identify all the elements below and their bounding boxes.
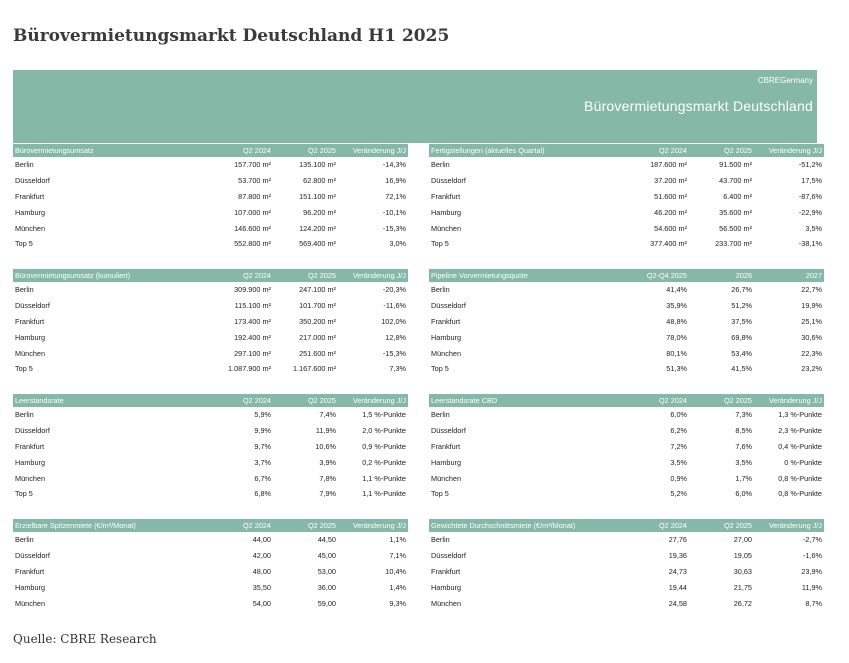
- row-label: Frankfurt: [431, 441, 461, 451]
- table-cell: 297.100 m²: [234, 348, 271, 358]
- row-label: Berlin: [431, 410, 450, 420]
- table-cell: 30,6%: [801, 332, 822, 342]
- table-cell: 569.400 m²: [299, 239, 336, 249]
- row-label: Düsseldorf: [431, 426, 466, 436]
- table-cell: 7,6%: [735, 441, 752, 451]
- table-cell: 42,00: [252, 551, 271, 561]
- column-header: Veränderung J/J: [352, 521, 406, 530]
- column-header: Q2 2025: [724, 521, 752, 530]
- column-header: Veränderung J/J: [352, 396, 406, 405]
- table-cell: 19,9%: [801, 301, 822, 311]
- table-cell: 192.400 m²: [234, 332, 271, 342]
- table-cell: 157.700 m²: [234, 160, 271, 170]
- table-row: [13, 282, 408, 298]
- table-cell: 217.000 m²: [299, 332, 336, 342]
- table-row: [13, 298, 408, 314]
- table-vorvermietungsquote: [429, 269, 824, 377]
- table-cell: -1,6%: [802, 551, 822, 561]
- table-cell: 1.087.900 m²: [228, 364, 271, 374]
- table-cell: 19,36: [668, 551, 687, 561]
- table-row: [13, 314, 408, 330]
- table-cell: 6,0%: [735, 489, 752, 499]
- table-cell: 173.400 m²: [234, 316, 271, 326]
- table-cell: -2,7%: [802, 535, 822, 545]
- table-header: [13, 519, 408, 532]
- table-row: [13, 595, 408, 611]
- row-label: Berlin: [431, 285, 450, 295]
- row-label: Hamburg: [15, 582, 46, 592]
- row-label: Hamburg: [15, 207, 46, 217]
- table-vermietungsumsatz: [13, 144, 408, 252]
- table-cell: 7,2%: [670, 441, 687, 451]
- table-cell: 44,00: [252, 535, 271, 545]
- row-label: Düsseldorf: [15, 426, 50, 436]
- column-header: Gewichtete Durchschnittsmiete (€/m²/Monat): [431, 521, 576, 530]
- banner-title: Bürovermietungsmarkt Deutschland: [584, 98, 813, 114]
- row-label: Top 5: [15, 489, 33, 499]
- table-cell: 102,0%: [381, 316, 406, 326]
- table-cell: 8,5%: [735, 426, 752, 436]
- table-cell: 9,3%: [389, 598, 406, 608]
- table-cell: 26,7%: [731, 285, 752, 295]
- table-cell: 36,00: [317, 582, 336, 592]
- row-label: München: [431, 223, 462, 233]
- table-cell: 22,7%: [801, 285, 822, 295]
- row-label: Düsseldorf: [15, 551, 50, 561]
- table-leerstandsrate-cbd: [429, 394, 824, 502]
- table-cell: 80,1%: [666, 348, 687, 358]
- row-label: Frankfurt: [15, 191, 45, 201]
- table-cell: 21,75: [733, 582, 752, 592]
- table-cell: 10,6%: [315, 441, 336, 451]
- table-cell: 1,1%: [389, 535, 406, 545]
- row-label: Hamburg: [15, 332, 46, 342]
- table-row: [429, 298, 824, 314]
- table-cell: 17,5%: [801, 176, 822, 186]
- column-header: Veränderung J/J: [352, 146, 406, 155]
- table-header: [13, 394, 408, 407]
- table-cell: 1.167.600 m²: [293, 364, 336, 374]
- table-row: [429, 470, 824, 486]
- table-row: [13, 423, 408, 439]
- row-label: München: [431, 473, 462, 483]
- table-cell: 19,05: [733, 551, 752, 561]
- column-header: Q2 2024: [659, 396, 687, 405]
- column-header: Veränderung J/J: [768, 396, 822, 405]
- table-header: [429, 269, 824, 282]
- table-cell: 30,63: [733, 566, 752, 576]
- column-header: Q2 2025: [308, 146, 336, 155]
- column-header: Bürovermietungsumsatz (kumuliert): [15, 271, 131, 280]
- table-cell: 51.600 m²: [654, 191, 687, 201]
- table-row: [429, 361, 824, 377]
- column-header: Q2 2024: [659, 146, 687, 155]
- column-header: Q2-Q4 2025: [646, 271, 687, 280]
- table-cell: 78,0%: [666, 332, 687, 342]
- table-cell: 25,1%: [801, 316, 822, 326]
- column-header: Q2 2024: [243, 521, 271, 530]
- table-cell: 309.900 m²: [234, 285, 271, 295]
- column-header: 2026: [735, 271, 752, 280]
- table-cell: 35,9%: [666, 301, 687, 311]
- row-label: Düsseldorf: [431, 301, 466, 311]
- table-cell: 43.700 m²: [719, 176, 752, 186]
- column-header: Erzielbare Spitzenmiete (€/m²/Monat): [15, 521, 136, 530]
- table-cell: 9,7%: [254, 441, 271, 451]
- table-cell: 69,8%: [731, 332, 752, 342]
- table-row: [13, 345, 408, 361]
- table-cell: 11,9%: [315, 426, 336, 436]
- table-row: [429, 407, 824, 423]
- row-label: Frankfurt: [15, 316, 45, 326]
- table-cell: 8,7%: [805, 598, 822, 608]
- table-cell: -22,9%: [798, 207, 822, 217]
- table-row: [13, 532, 408, 548]
- row-label: Hamburg: [431, 207, 462, 217]
- row-label: Berlin: [431, 160, 450, 170]
- table-cell: 23,2%: [801, 364, 822, 374]
- row-label: Berlin: [15, 535, 34, 545]
- table-cell: -38,1%: [798, 239, 822, 249]
- table-header: [429, 394, 824, 407]
- table-leerstandsrate: [13, 394, 408, 502]
- row-label: Frankfurt: [15, 566, 45, 576]
- table-cell: 1,5 %-Punkte: [362, 410, 406, 420]
- table-cell: 72,1%: [385, 191, 406, 201]
- table-cell: 1,1 %-Punkte: [362, 473, 406, 483]
- table-cell: 10,4%: [385, 566, 406, 576]
- column-header: Veränderung J/J: [768, 521, 822, 530]
- table-vermietungsumsatz-kumuliert: [13, 269, 408, 377]
- table-row: [429, 439, 824, 455]
- table-cell: 247.100 m²: [299, 285, 336, 295]
- table-cell: 251.600 m²: [299, 348, 336, 358]
- table-cell: 3,9%: [319, 457, 336, 467]
- table-cell: -11,6%: [383, 301, 406, 311]
- table-cell: 6,7%: [254, 473, 271, 483]
- table-cell: 0,9 %-Punkte: [362, 441, 406, 451]
- table-cell: 6.400 m²: [723, 191, 752, 201]
- table-row: [429, 173, 824, 189]
- column-header: Veränderung J/J: [352, 271, 406, 280]
- table-cell: 48,00: [252, 566, 271, 576]
- table-cell: 1,7%: [735, 473, 752, 483]
- table-cell: 56.500 m²: [719, 223, 752, 233]
- column-header: Veränderung J/J: [768, 146, 822, 155]
- table-cell: 7,3%: [735, 410, 752, 420]
- table-cell: 7,8%: [319, 473, 336, 483]
- row-label: Berlin: [15, 285, 34, 295]
- table-cell: -15,3%: [382, 348, 406, 358]
- table-header: [429, 519, 824, 532]
- column-header: Leerstandsrate: [15, 396, 64, 405]
- table-cell: 51,2%: [731, 301, 752, 311]
- table-cell: 46.200 m²: [654, 207, 687, 217]
- table-cell: 53,4%: [731, 348, 752, 358]
- table-cell: 53.700 m²: [238, 176, 271, 186]
- table-fertigstellungen: [429, 144, 824, 252]
- table-cell: 24,58: [668, 598, 687, 608]
- row-label: Frankfurt: [15, 441, 45, 451]
- table-spitzenmiete: [13, 519, 408, 611]
- table-cell: 26,72: [733, 598, 752, 608]
- table-cell: 5,2%: [670, 489, 687, 499]
- column-header: Q2 2024: [243, 396, 271, 405]
- table-cell: 187.600 m²: [650, 160, 687, 170]
- row-label: München: [431, 348, 462, 358]
- table-row: [13, 236, 408, 252]
- row-label: Berlin: [431, 535, 450, 545]
- column-header: Q2 2024: [243, 146, 271, 155]
- table-cell: 37.200 m²: [654, 176, 687, 186]
- table-cell: 96.200 m²: [303, 207, 336, 217]
- table-cell: 3,7%: [254, 457, 271, 467]
- table-cell: 1,3 %-Punkte: [778, 410, 822, 420]
- row-label: Hamburg: [431, 582, 462, 592]
- table-row: [13, 454, 408, 470]
- table-cell: 6,2%: [670, 426, 687, 436]
- table-cell: 7,9%: [319, 489, 336, 499]
- table-row: [429, 204, 824, 220]
- table-cell: 5,9%: [254, 410, 271, 420]
- table-cell: 19,44: [668, 582, 687, 592]
- table-cell: 9,9%: [254, 426, 271, 436]
- column-header: Q2 2024: [243, 271, 271, 280]
- table-cell: 45,00: [317, 551, 336, 561]
- table-cell: 87.800 m²: [238, 191, 271, 201]
- row-label: Hamburg: [15, 457, 46, 467]
- table-cell: 54.600 m²: [654, 223, 687, 233]
- table-row: [429, 564, 824, 580]
- table-cell: 101.700 m²: [299, 301, 336, 311]
- table-cell: 27,00: [733, 535, 752, 545]
- table-cell: 41,4%: [666, 285, 687, 295]
- table-cell: 91.500 m²: [719, 160, 752, 170]
- table-cell: 7,3%: [389, 364, 406, 374]
- table-cell: 51,3%: [666, 364, 687, 374]
- row-label: Hamburg: [431, 332, 462, 342]
- table-cell: 107.000 m²: [234, 207, 271, 217]
- table-row: [13, 204, 408, 220]
- row-label: Hamburg: [431, 457, 462, 467]
- page-title: Bürovermietungsmarkt Deutschland H1 2025: [13, 26, 450, 46]
- table-cell: 377.400 m²: [650, 239, 687, 249]
- table-row: [429, 423, 824, 439]
- table-cell: -20,3%: [382, 285, 406, 295]
- table-cell: 41,5%: [731, 364, 752, 374]
- table-cell: -10,1%: [382, 207, 406, 217]
- table-cell: 0,9%: [670, 473, 687, 483]
- table-cell: 27,76: [668, 535, 687, 545]
- table-row: [13, 486, 408, 502]
- table-cell: 53,00: [317, 566, 336, 576]
- table-header: [429, 144, 824, 157]
- table-durchschnittsmiete: [429, 519, 824, 611]
- table-row: [429, 579, 824, 595]
- column-header: Q2 2025: [308, 271, 336, 280]
- table-cell: 35.600 m²: [719, 207, 752, 217]
- table-cell: 3,0%: [389, 239, 406, 249]
- table-cell: 54,00: [252, 598, 271, 608]
- row-label: München: [431, 598, 462, 608]
- row-label: Frankfurt: [431, 191, 461, 201]
- table-cell: 135.100 m²: [299, 160, 336, 170]
- table-cell: 1,1 %-Punkte: [362, 489, 406, 499]
- table-cell: 3,5%: [670, 457, 687, 467]
- table-row: [429, 548, 824, 564]
- table-cell: 62.800 m²: [303, 176, 336, 186]
- row-label: Berlin: [15, 410, 34, 420]
- table-cell: 0 %-Punkte: [784, 457, 822, 467]
- table-cell: 24,73: [668, 566, 687, 576]
- row-label: München: [15, 348, 46, 358]
- table-cell: 0,8 %-Punkte: [778, 489, 822, 499]
- column-header: 2027: [805, 271, 822, 280]
- table-row: [13, 564, 408, 580]
- row-label: Berlin: [15, 160, 34, 170]
- column-header: Q2 2025: [724, 146, 752, 155]
- column-header: Fertigstellungen (aktuelles Quartal): [431, 146, 545, 155]
- table-row: [13, 157, 408, 173]
- table-row: [13, 220, 408, 236]
- report-banner: [13, 70, 817, 143]
- row-label: Frankfurt: [431, 566, 461, 576]
- table-cell: 44,50: [317, 535, 336, 545]
- table-cell: 115.100 m²: [234, 301, 271, 311]
- source-note: Quelle: CBRE Research: [13, 632, 157, 646]
- column-header: Bürovermietungsumsatz: [15, 146, 94, 155]
- table-row: [13, 329, 408, 345]
- table-cell: 0,4 %-Punkte: [778, 441, 822, 451]
- table-row: [13, 579, 408, 595]
- row-label: Frankfurt: [431, 316, 461, 326]
- table-cell: 124.200 m²: [299, 223, 336, 233]
- table-row: [429, 345, 824, 361]
- table-row: [429, 314, 824, 330]
- table-cell: 7,4%: [319, 410, 336, 420]
- row-label: Top 5: [431, 364, 449, 374]
- row-label: Top 5: [15, 239, 33, 249]
- table-cell: -51,2%: [798, 160, 822, 170]
- table-row: [429, 595, 824, 611]
- row-label: Düsseldorf: [15, 301, 50, 311]
- row-label: Top 5: [15, 364, 33, 374]
- column-header: Q2 2025: [724, 396, 752, 405]
- table-row: [13, 439, 408, 455]
- table-row: [429, 486, 824, 502]
- brand-label: CBREGermany: [757, 76, 813, 85]
- table-cell: 1,4%: [389, 582, 406, 592]
- table-row: [13, 361, 408, 377]
- column-header: Q2 2024: [659, 521, 687, 530]
- row-label: Düsseldorf: [431, 551, 466, 561]
- row-label: Top 5: [431, 239, 449, 249]
- table-row: [13, 548, 408, 564]
- table-cell: 151.100 m²: [299, 191, 336, 201]
- row-label: München: [15, 598, 46, 608]
- table-row: [429, 157, 824, 173]
- table-row: [13, 173, 408, 189]
- table-row: [429, 454, 824, 470]
- row-label: München: [15, 473, 46, 483]
- table-cell: -15,3%: [382, 223, 406, 233]
- row-label: Düsseldorf: [431, 176, 466, 186]
- table-cell: 3,5%: [735, 457, 752, 467]
- table-cell: 350.200 m²: [299, 316, 336, 326]
- table-cell: 146.600 m²: [234, 223, 271, 233]
- table-cell: 23,9%: [801, 566, 822, 576]
- table-cell: 6,0%: [670, 410, 687, 420]
- table-cell: 59,00: [317, 598, 336, 608]
- table-cell: 11,9%: [801, 582, 822, 592]
- table-cell: 37,5%: [731, 316, 752, 326]
- table-cell: 2,0 %-Punkte: [362, 426, 406, 436]
- row-label: München: [15, 223, 46, 233]
- table-cell: 2,3 %-Punkte: [778, 426, 822, 436]
- table-row: [429, 329, 824, 345]
- table-cell: 233.700 m²: [715, 239, 752, 249]
- column-header: Pipeline Vorvermietungsquote: [431, 271, 528, 280]
- table-row: [13, 470, 408, 486]
- table-cell: 0,8 %-Punkte: [778, 473, 822, 483]
- row-label: Düsseldorf: [15, 176, 50, 186]
- column-header: Q2 2025: [308, 521, 336, 530]
- table-cell: -14,3%: [382, 160, 406, 170]
- table-cell: 6,8%: [254, 489, 271, 499]
- table-header: [13, 269, 408, 282]
- table-cell: 12,8%: [385, 332, 406, 342]
- table-row: [429, 236, 824, 252]
- column-header: Q2 2025: [308, 396, 336, 405]
- table-row: [429, 532, 824, 548]
- row-label: Top 5: [431, 489, 449, 499]
- table-cell: 7,1%: [389, 551, 406, 561]
- table-cell: 35,50: [252, 582, 271, 592]
- table-cell: -87,6%: [798, 191, 822, 201]
- table-cell: 48,8%: [666, 316, 687, 326]
- table-row: [13, 407, 408, 423]
- table-row: [429, 282, 824, 298]
- table-row: [429, 220, 824, 236]
- table-row: [13, 189, 408, 205]
- table-cell: 3,5%: [805, 223, 822, 233]
- table-header: [13, 144, 408, 157]
- table-row: [429, 189, 824, 205]
- column-header: Leerstandsrate CBD: [431, 396, 498, 405]
- table-cell: 22,3%: [801, 348, 822, 358]
- table-cell: 552.800 m²: [234, 239, 271, 249]
- table-cell: 0,2 %-Punkte: [362, 457, 406, 467]
- table-cell: 16,9%: [385, 176, 406, 186]
